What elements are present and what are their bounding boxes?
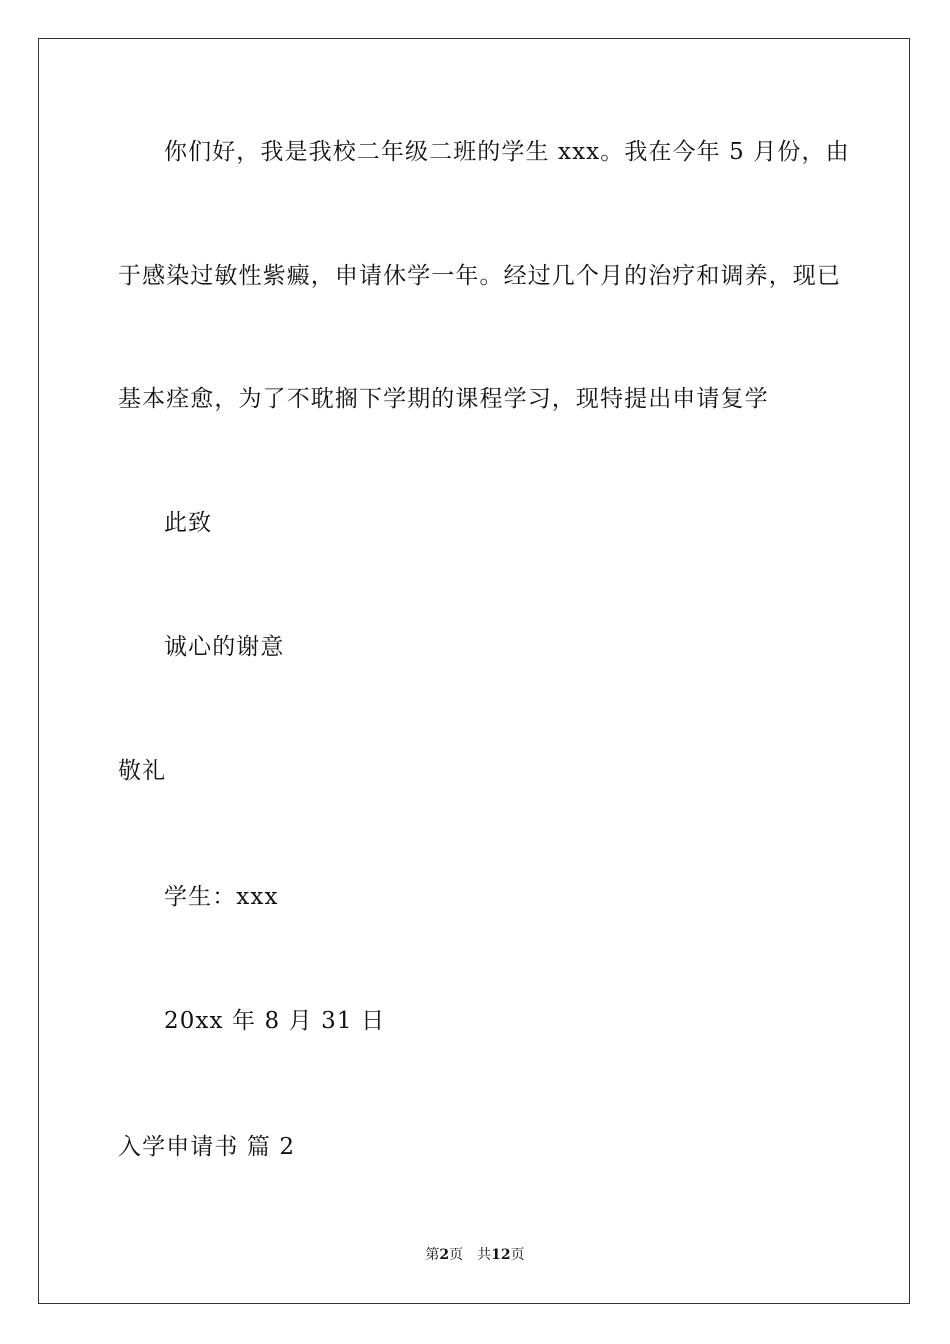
footer-total-prefix: 共 [477, 1247, 492, 1263]
page-footer [0, 1246, 950, 1264]
body-line-2: 于感染过敏性紫癜，申请休学一年。经过几个月的治疗和调养，现已 [118, 263, 841, 289]
signature-student: 学生：xxx [164, 884, 279, 910]
signature-date: 20xx 年 8 月 31 日 [164, 1008, 386, 1034]
closing-thanks: 诚心的谢意 [164, 634, 285, 660]
page-border [38, 38, 910, 1304]
closing-regards: 敬礼 [118, 758, 167, 784]
footer-total-suffix: 页 [510, 1247, 525, 1263]
body-line-3: 基本痊愈，为了不耽搁下学期的课程学习，现特提出申请复学 [118, 386, 769, 412]
body-line-1: 你们好，我是我校二年级二班的学生 xxx。我在今年 5 月份，由 [164, 139, 850, 165]
section-heading: 入学申请书 篇 2 [118, 1134, 296, 1160]
closing-salutation: 此致 [164, 510, 213, 536]
footer-page-suffix: 页 [449, 1247, 464, 1263]
footer-page-current: 2 [439, 1247, 450, 1263]
footer-page-total: 12 [491, 1247, 511, 1263]
footer-page-prefix: 第 [425, 1247, 440, 1263]
